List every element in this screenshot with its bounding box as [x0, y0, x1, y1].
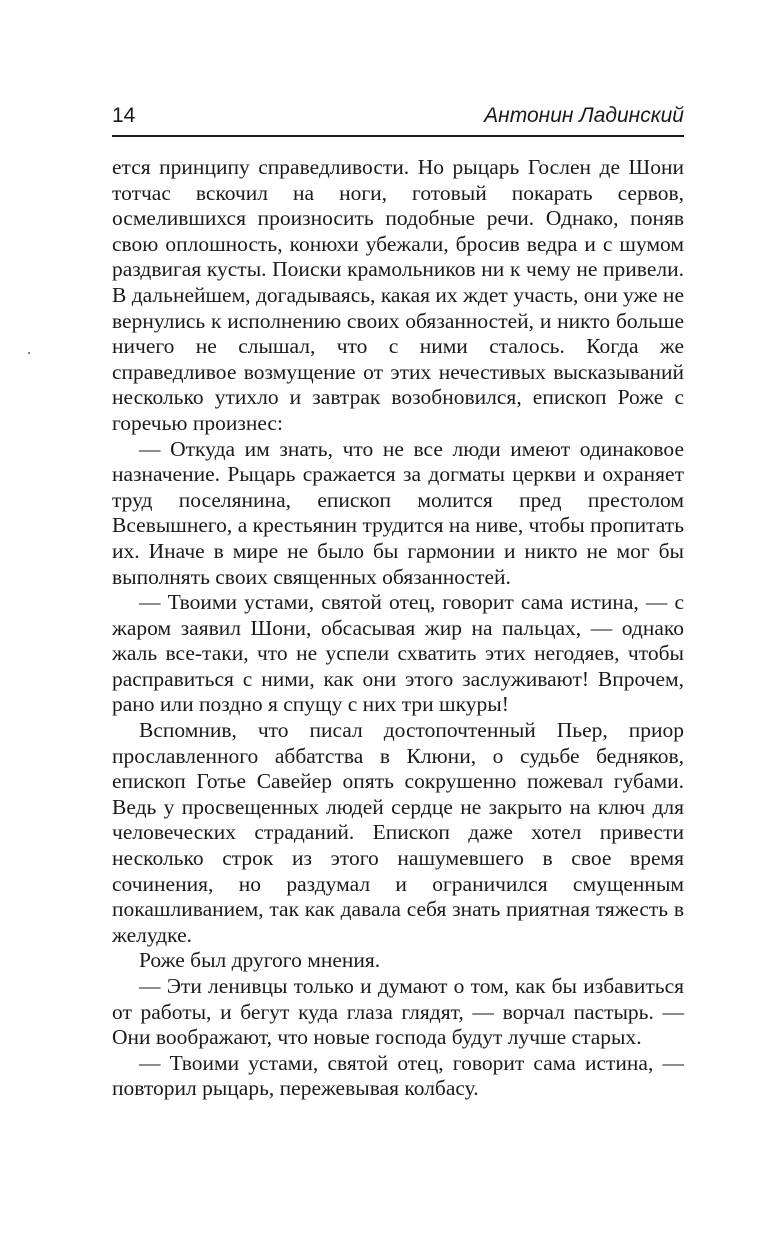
- paragraph: Вспомнив, что писал достопочтенный Пьер, приор прославленного аббатства в Клюни, о судьбе бедняков, епископ Готье Савейер опять сокрушенно пожевал губами. Ведь у просвещенных людей сердце не закрыто на ключ для человеческих страданий. Епископ даже хотел привести несколько строк из этого нашумевшего в свое время сочинения, но раздумал и ограничился смущенным покашливанием, так как давала себя знать приятная тяжесть в желудке.: [112, 718, 684, 947]
- running-head-author: Антонин Ладинский: [484, 104, 684, 127]
- paragraph-dialogue: — Твоими устами, святой отец, говорит сама истина, — с жаром заявил Шони, обсасывая жир на пальцах, — однако жаль все-таки, что не успели схватить этих негодяев, чтобы расправиться с ними, как они этого заслуживают! Впрочем, рано или поздно я спущу с них три шкуры!: [112, 590, 684, 717]
- paragraph-dialogue: — Эти ленивцы только и думают о том, как бы избавиться от работы, и бегут куда глаза глядят, — ворчал пастырь. — Они воображают, что новые господа будут лучше старых.: [112, 974, 684, 1050]
- margin-speck: [28, 352, 30, 354]
- paragraph: Роже был другого мнения.: [139, 948, 381, 973]
- header-rule: [112, 135, 684, 137]
- paragraph-dialogue: — Твоими устами, святой отец, говорит сама истина, — повторил рыцарь, пережевывая колбасу.: [112, 1050, 684, 1101]
- page-number: 14: [112, 104, 136, 127]
- book-text: [112, 155, 684, 1102]
- paragraph-dialogue: — Откуда им знать, что не все люди имеют одинаковое назначение. Рыцарь сражается за догматы церкви и охраняет труд поселянина, епископ молится пред престолом Всевышнего, а крестьянин трудится на ниве, чтобы пропитать их. Иначе в мире не было бы гармонии и никто не мог бы выполнять своих священных обязанностей.: [112, 436, 684, 589]
- paragraph-continued: ется принципу справедливости. Но рыцарь Гослен де Шони тотчас вскочил на ноги, готовый покарать сервов, осмелившихся произносить подобные речи. Однако, поняв свою оплошность, конюхи убежали, бросив ведра и с шумом раздвигая кусты. Поиски крамольников ни к чему не привели. В дальнейшем, догадываясь, какая их ждет участь, они уже не вернулись к исполнению своих обязанностей, и никто больше ничего не слышал, что с ними сталось. Когда же справедливое возмущение от этих нечестивых высказываний несколько утихло и завтрак возобновился, епископ Роже с горечью произнес:: [112, 155, 684, 435]
